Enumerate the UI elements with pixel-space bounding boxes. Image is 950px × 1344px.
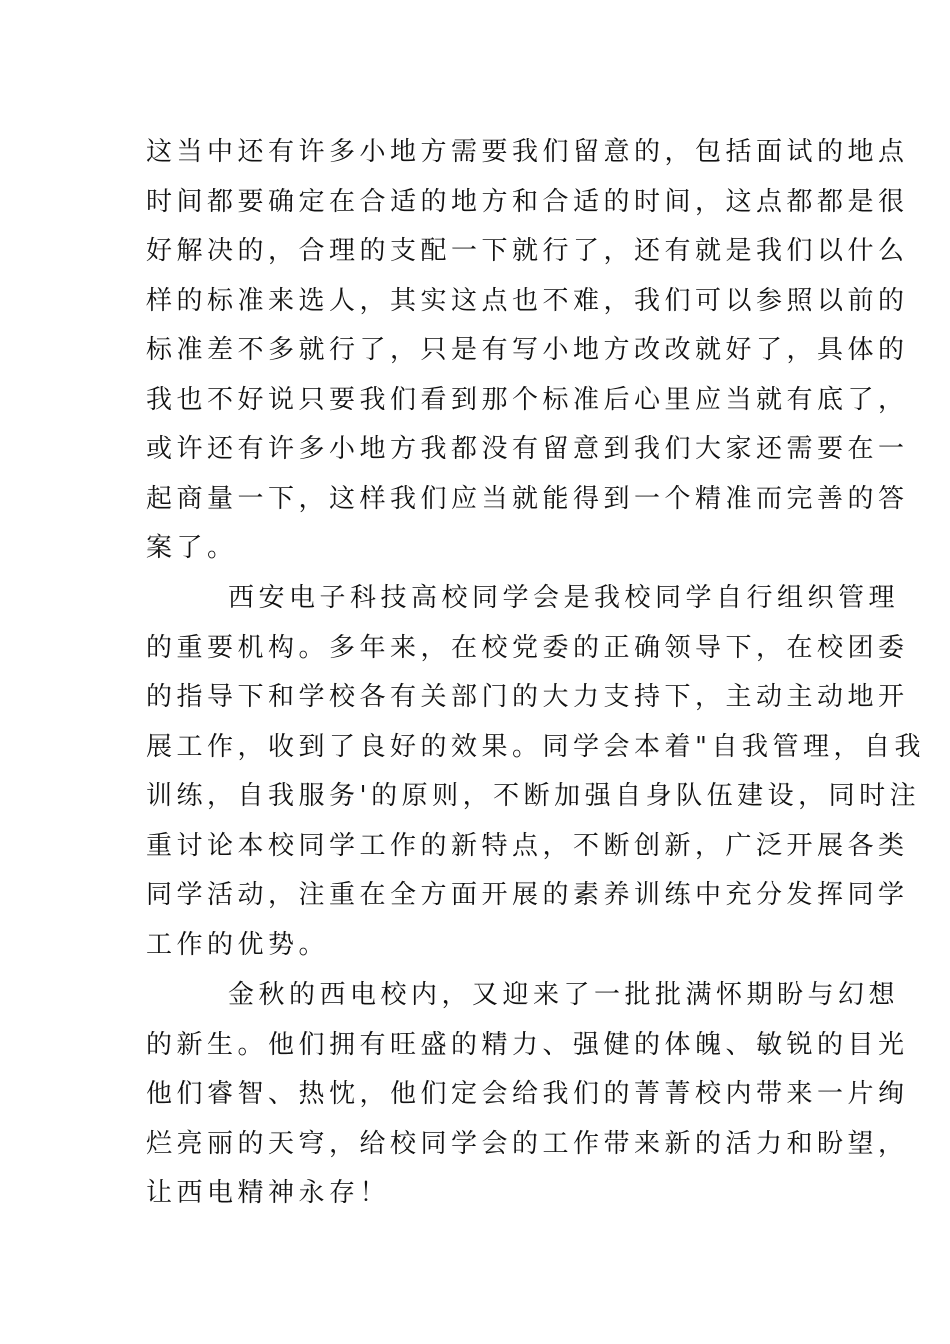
text-line: 展工作，收到了良好的效果。同学会本着"自我管理，自我 xyxy=(146,731,925,762)
paragraph-3 xyxy=(146,971,909,1219)
text-line: 工作的优势。 xyxy=(146,929,330,960)
text-line: 或许还有许多小地方我都没有留意到我们大家还需要在一 xyxy=(146,434,909,464)
text-line: 西安电子科技高校同学会是我校同学自行组织管理 xyxy=(228,583,900,613)
text-line: 的新生。他们拥有旺盛的精力、强健的体魄、敏锐的目光 xyxy=(146,1029,909,1060)
text-line: 的指导下和学校各有关部门的大力支持下，主动主动地开 xyxy=(146,682,909,712)
text-line: 好解决的，合理的支配一下就行了，还有就是我们以什么 xyxy=(146,236,909,266)
text-line: 重讨论本校同学工作的新特点，不断创新，广泛开展各类 xyxy=(146,830,909,861)
paragraph-1 xyxy=(146,128,909,574)
text-line: 让西电精神永存！ xyxy=(146,1178,391,1208)
text-line: 金秋的西电校内，又迎来了一批批满怀期盼与幻想 xyxy=(228,980,900,1010)
text-line: 训练，自我服务'的原则，不断加强自身队伍建设，同时注 xyxy=(146,781,921,811)
text-line: 同学活动，注重在全方面开展的素养训练中充分发挥同学 xyxy=(146,880,909,910)
text-line: 他们睿智、热忱，他们定会给我们的菁菁校内带来一片绚 xyxy=(146,1079,909,1109)
text-line: 这当中还有许多小地方需要我们留意的，包括面试的地点 xyxy=(146,137,909,167)
text-line: 烂亮丽的天穹，给校同学会的工作带来新的活力和盼望， xyxy=(146,1128,909,1159)
paragraph-2 xyxy=(146,574,925,970)
text-line: 标准差不多就行了，只是有写小地方改改就好了，具体的 xyxy=(146,335,909,365)
text-line: 案了。 xyxy=(146,533,238,563)
text-line: 的重要机构。多年来，在校党委的正确领导下，在校团委 xyxy=(146,632,909,663)
text-line: 起商量一下，这样我们应当就能得到一个精准而完善的答 xyxy=(146,483,909,514)
text-line: 样的标准来选人，其实这点也不难，我们可以参照以前的 xyxy=(146,285,909,316)
text-line: 我也不好说只要我们看到那个标准后心里应当就有底了， xyxy=(146,384,909,415)
text-line: 时间都要确定在合适的地方和合适的时间，这点都都是很 xyxy=(146,186,909,217)
